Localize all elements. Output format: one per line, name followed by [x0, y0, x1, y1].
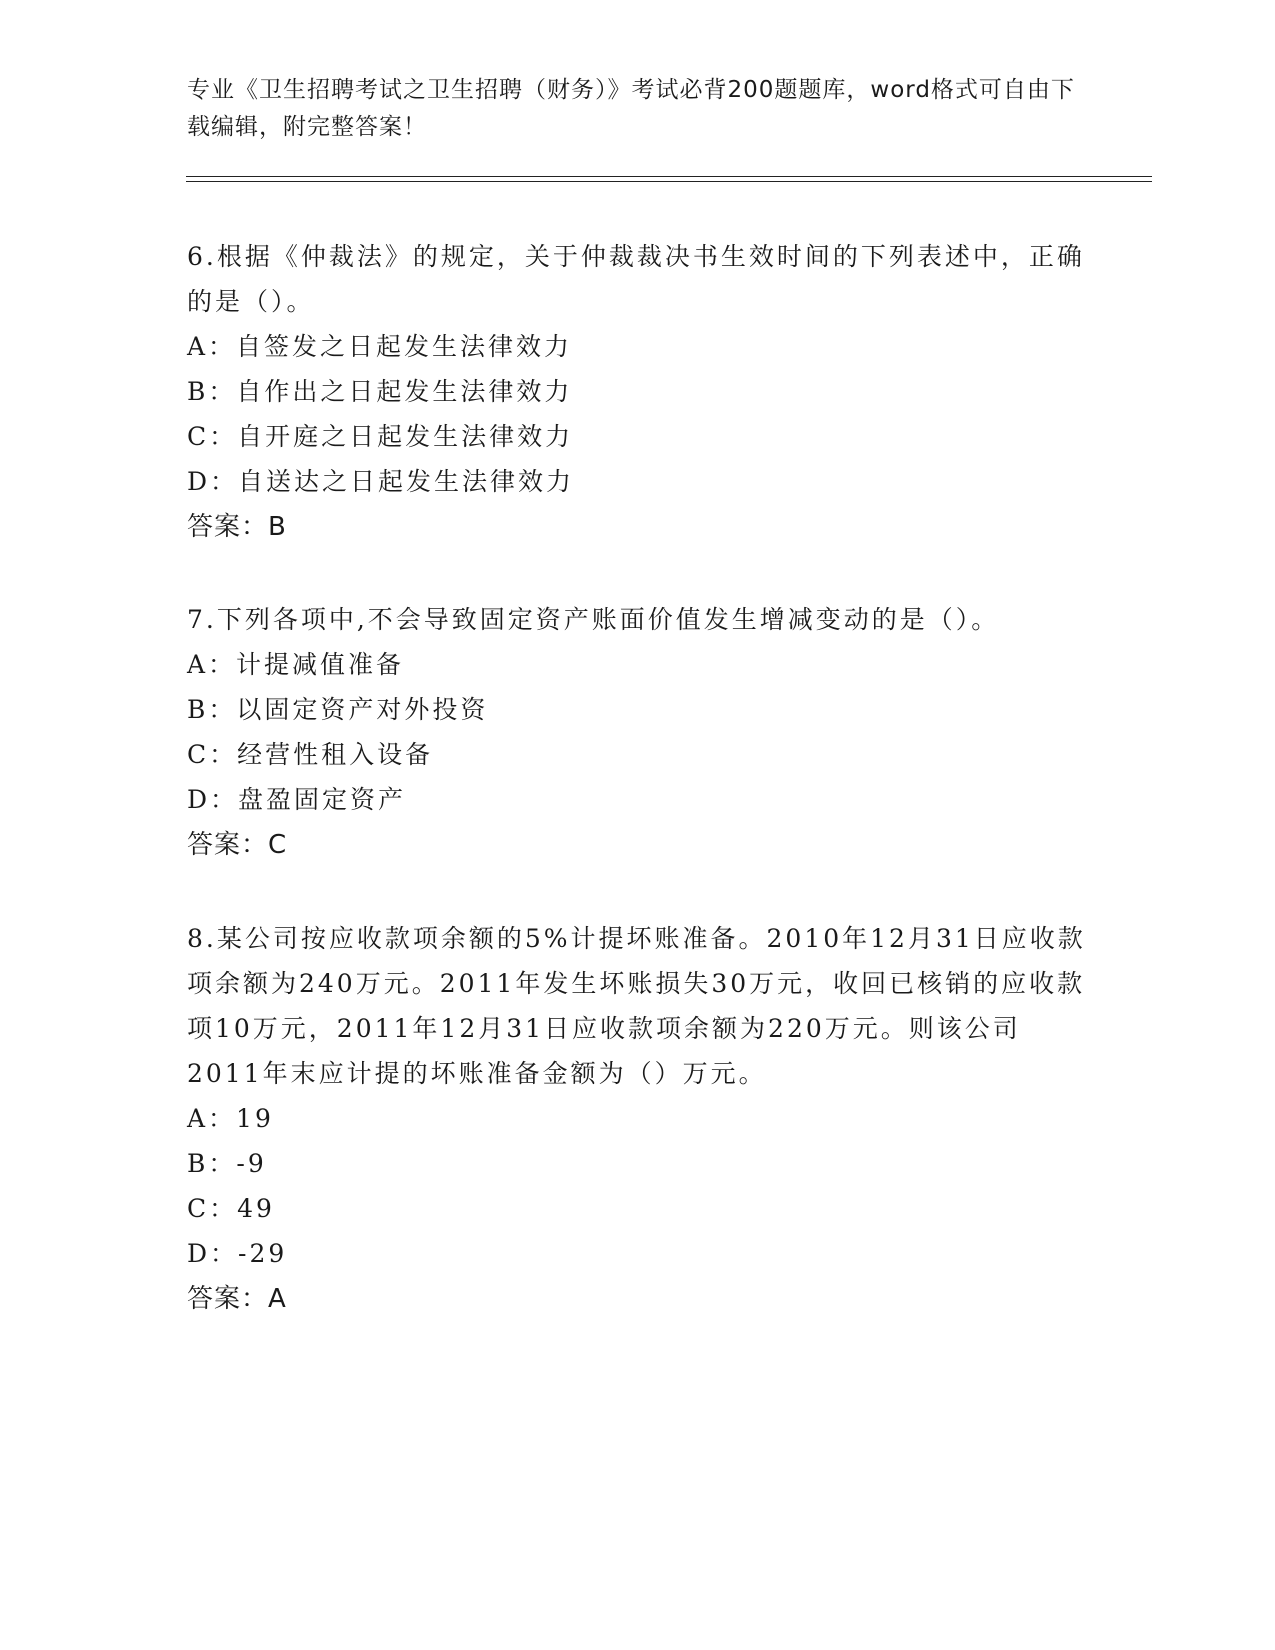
- option-a: A：计提减值准备: [187, 650, 405, 679]
- question-8: [187, 916, 1087, 1322]
- answer: 答案：C: [187, 830, 288, 860]
- option-b: B：-9: [187, 1149, 267, 1178]
- option-a: A：19: [187, 1104, 274, 1133]
- question-6: [187, 234, 1087, 550]
- question-7: [187, 597, 1087, 868]
- option-a: A：自签发之日起发生法律效力: [187, 332, 573, 361]
- question-stem: 7.下列各项中,不会导致固定资产账面价值发生增减变动的是（）。: [187, 605, 1000, 634]
- option-d: D：盘盈固定资产: [187, 785, 407, 814]
- question-stem: 8.某公司按应收款项余额的5%计提坏账准备。2010年12月31日应收款项余额为240万元。2011年发生坏账损失30万元，收回已核销的应收款项10万元，2011年12月31日应收款项余额为220万元。则该公司2011年末应计提的坏账准备金额为（）万元。: [187, 924, 1086, 1088]
- page-header: [187, 72, 1087, 146]
- option-c: C：自开庭之日起发生法律效力: [187, 422, 574, 451]
- answer: 答案：A: [187, 1284, 287, 1314]
- header-intro-text: 专业《卫生招聘考试之卫生招聘（财务）》考试必背200题题库，word格式可自由下载编辑，附完整答案！: [187, 77, 1075, 140]
- option-b: B：以固定资产对外投资: [187, 695, 489, 724]
- question-stem: 6.根据《仲裁法》的规定，关于仲裁裁决书生效时间的下列表述中，正确的是（）。: [187, 242, 1085, 316]
- answer: 答案：B: [187, 512, 287, 542]
- option-b: B：自作出之日起发生法律效力: [187, 377, 573, 406]
- option-d: D：-29: [187, 1239, 288, 1268]
- option-c: C：经营性租入设备: [187, 740, 434, 769]
- option-d: D：自送达之日起发生法律效力: [187, 467, 575, 496]
- option-c: C：49: [187, 1194, 275, 1223]
- header-divider: [186, 176, 1152, 182]
